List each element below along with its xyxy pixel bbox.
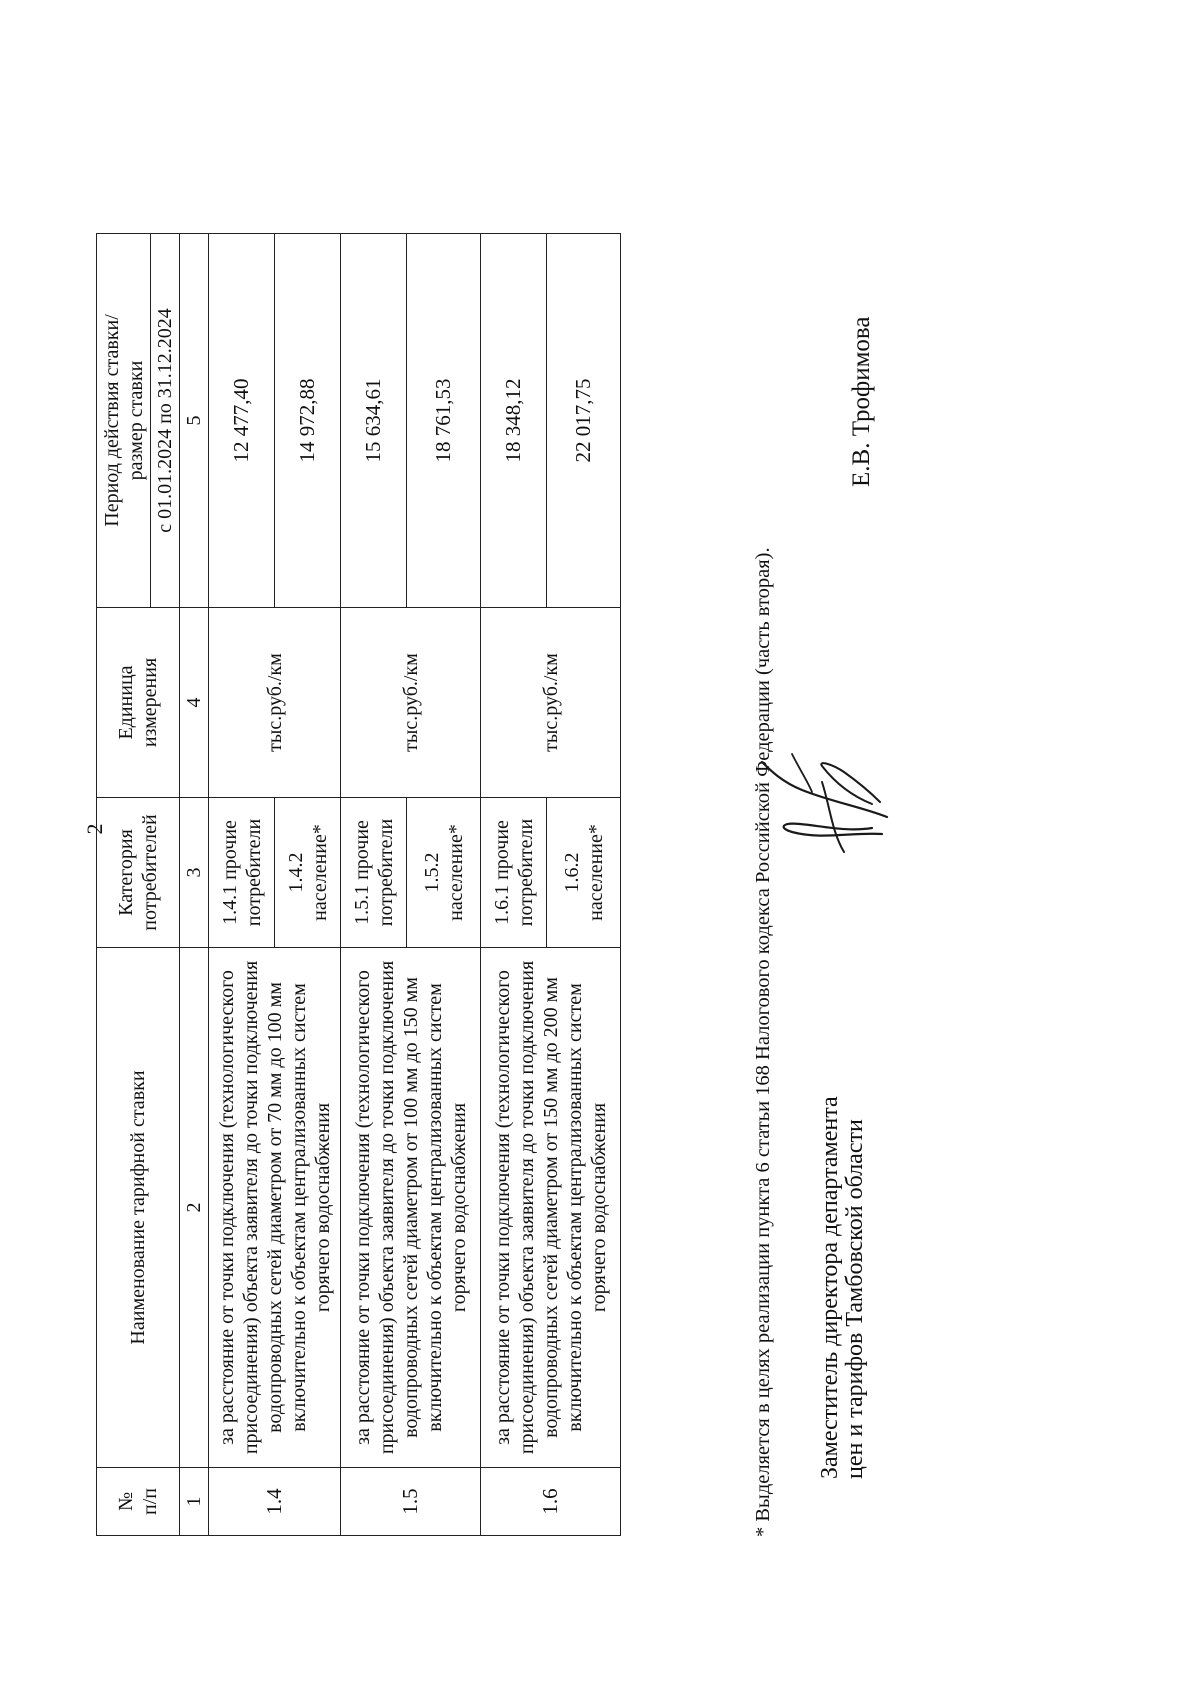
footnote: * Выделяется в целях реализации пункта 6 статьи 168 Налогового кодекса Российской Федерации (часть вторая).: [752, 547, 774, 1537]
rate-name: за расстояние от точки подключения (технологического присоединения) объекта заявителя до точки подключения водопроводных сетей диаметром от 100 мм до 150 мм включительно к объектам централизованных систем горячего водоснабжения: [341, 948, 481, 1468]
rate-value: 15 634,61: [341, 234, 407, 608]
tariff-table: [96, 233, 621, 1536]
column-number-5: 5: [180, 234, 209, 608]
column-number-3: 3: [180, 798, 209, 948]
category-cell: 1.6.1 прочие потребители: [481, 798, 547, 948]
rate-value: 12 477,40: [209, 234, 275, 608]
unit-cell: тыс.руб./км: [341, 608, 481, 798]
header-name: Наименование тарифной ставки: [97, 948, 180, 1468]
signer-title-line-1: Заместитель директора департамента: [817, 1096, 843, 1479]
header-unit: Единица измерения: [97, 608, 180, 798]
signer-title-line-2: цен и тарифов Тамбовской области: [842, 1119, 869, 1479]
column-number-2: 2: [180, 948, 209, 1468]
header-period: Период действия ставки/ размер ставки: [97, 234, 151, 608]
column-number-1: 1: [180, 1468, 209, 1536]
category-cell: 1.5.1 прочие потребители: [341, 798, 407, 948]
header-category: Категория потребителей: [97, 798, 180, 948]
rate-name: за расстояние от точки подключения (технологического присоединения) объекта заявителя до точки подключения водопроводных сетей диаметром от 70 мм до 100 мм включительно к объектам централизованных систем горячего водоснабжения: [209, 948, 341, 1468]
row-number: 1.6: [481, 1468, 621, 1536]
unit-cell: тыс.руб./км: [481, 608, 621, 798]
header-num: № п/п: [97, 1468, 180, 1536]
table-row: [341, 234, 407, 1536]
column-number-4: 4: [180, 608, 209, 798]
row-number: 1.4: [209, 1468, 341, 1536]
header-period-range: с 01.01.2024 по 31.12.2024: [151, 234, 180, 608]
unit-cell: тыс.руб./км: [209, 608, 341, 798]
handwritten-signature: [752, 742, 902, 862]
signer-name: Е.В. Трофимова: [848, 316, 875, 487]
category-cell: 1.4.1 прочие потребители: [209, 798, 275, 948]
rate-value: 14 972,88: [275, 234, 341, 608]
category-cell: 1.4.2 население*: [275, 798, 341, 948]
row-number: 1.5: [341, 1468, 481, 1536]
table-row: [481, 234, 547, 1536]
rate-name: за расстояние от точки подключения (технологического присоединения) объекта заявителя до точки подключения водопроводных сетей диаметром от 150 мм до 200 мм включительно к объектам централизованных систем горячего водоснабжения: [481, 948, 621, 1468]
signer-title: [818, 1096, 868, 1479]
page-number: 2: [82, 823, 107, 835]
rate-value: 22 017,75: [547, 234, 621, 608]
category-cell: 1.6.2 население*: [547, 798, 621, 948]
rate-value: 18 348,12: [481, 234, 547, 608]
table-row: [209, 234, 275, 1536]
category-cell: 1.5.2 население*: [407, 798, 481, 948]
rate-value: 18 761,53: [407, 234, 481, 608]
